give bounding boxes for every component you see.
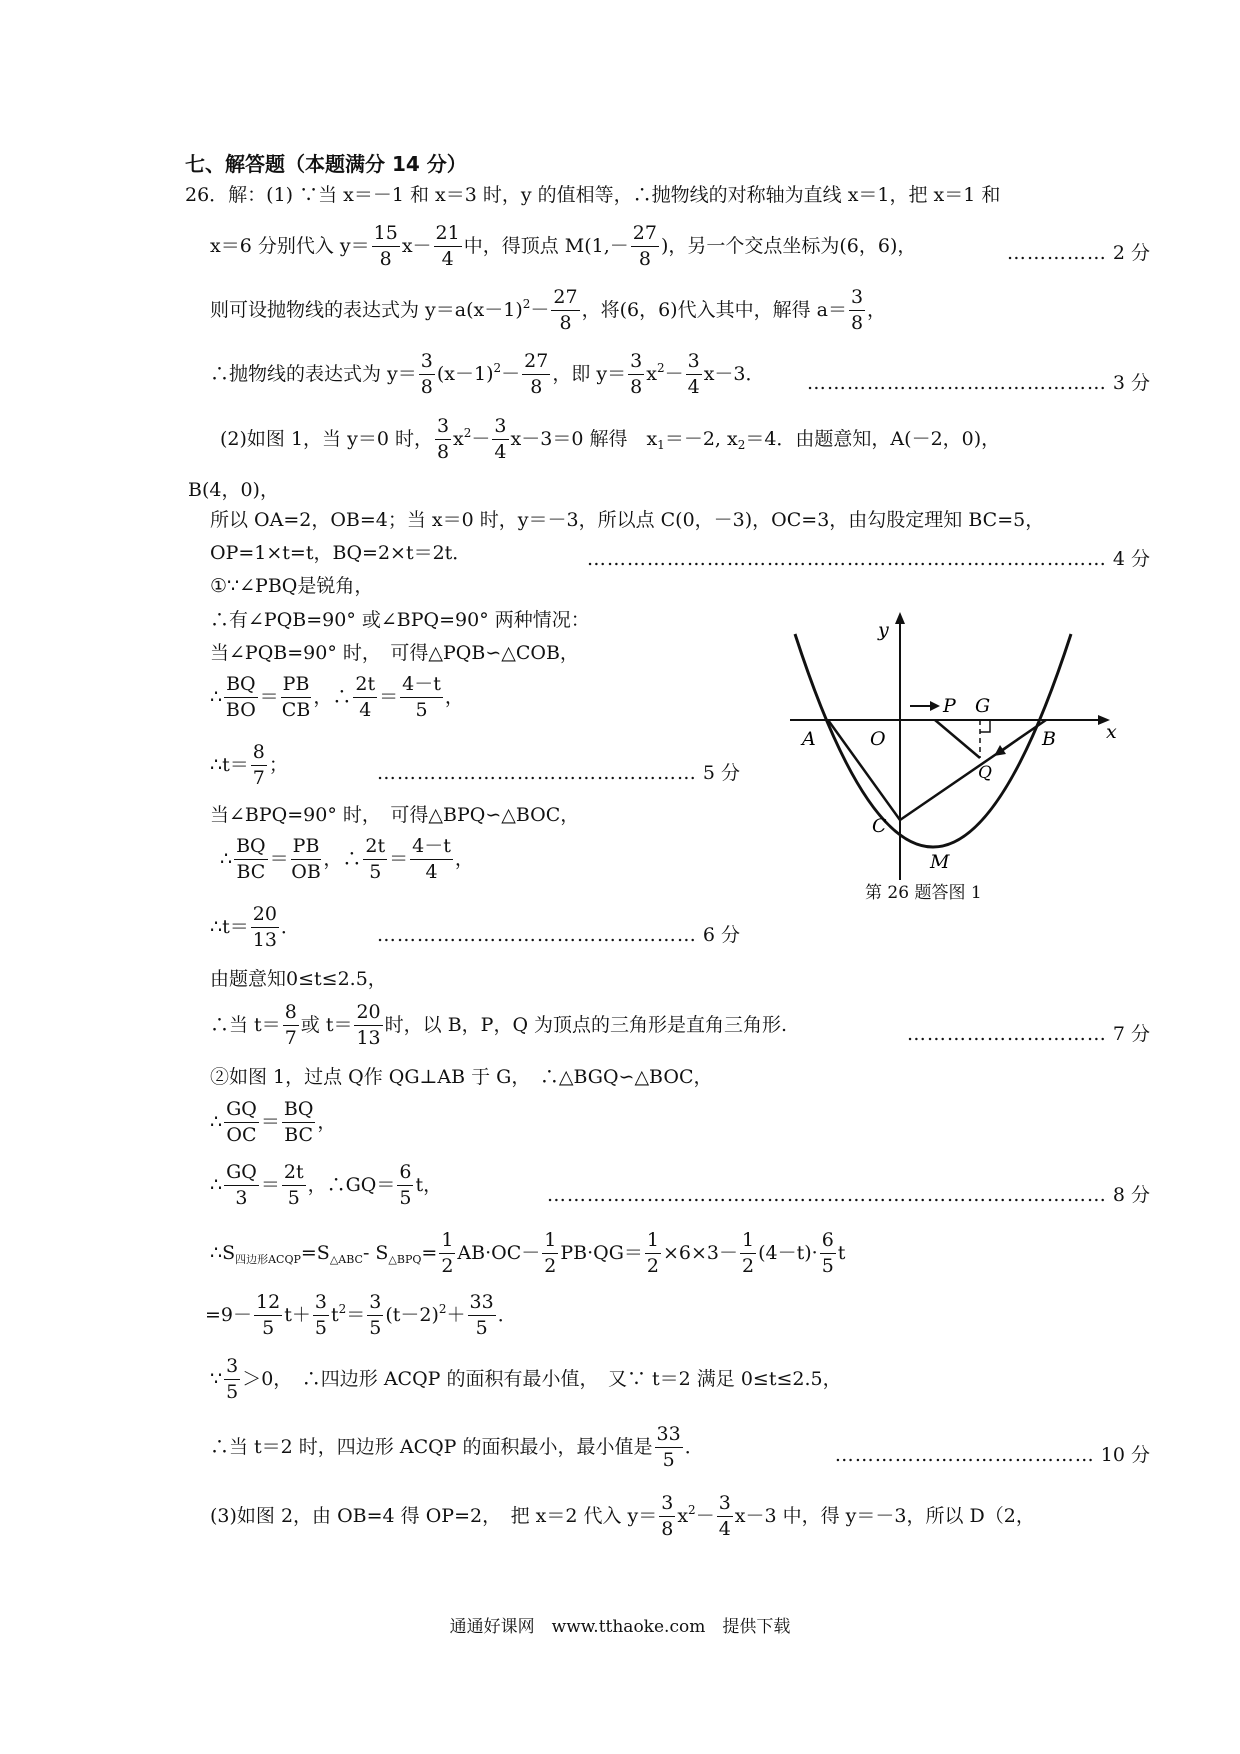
- label-O: O: [870, 728, 886, 750]
- solution-line-18: ∴当 t＝ $\frac{8}{7}$ 或 t＝ $\frac{20}{13}$ 时，以 B，P，Q 为顶点的三角形是直角三角形.: [210, 1001, 788, 1049]
- solution-line-26: (3)如图 2，由 OB=4 得 OP=2， 把 x＝2 代入 y＝ $\frac{3}{8}$ $x^2-$ $\frac{3}{4}$ x－3 中，得 y＝－3，所以 D（2，: [210, 1492, 1035, 1540]
- solution-line-8: OP=1×t=t，BQ=2×t＝2t．: [210, 542, 472, 564]
- label-A: A: [802, 728, 816, 750]
- score-7: ………………………… 7 分: [906, 1023, 1150, 1045]
- score-6: ………………………………………… 6 分: [376, 924, 740, 946]
- label-C: C: [872, 815, 887, 837]
- solution-line-16: ∴t＝ $\frac{20}{13}$ ．: [210, 903, 300, 951]
- solution-line-4: ∴抛物线的表达式为 y＝ $\frac{3}{8}$ $(x-1)^2-$ $\frac{27}{8}$ ，即 y＝ $\frac{3}{8}$ $x^2-$ $\frac{3}{4}$ x－3．: [210, 350, 765, 398]
- score-10: ………………………………… 10 分: [834, 1444, 1150, 1466]
- solution-line-1: 26．解：(1) ∵当 x＝－1 和 x＝3 时，y 的值相等，∴抛物线的对称轴为直线 x＝1，把 x＝1 和: [185, 184, 1001, 206]
- label-y: y: [878, 619, 889, 641]
- solution-line-13: ∴t＝ $\frac{8}{7}$ ；: [210, 741, 288, 789]
- label-Q: Q: [978, 763, 992, 783]
- solution-line-17: 由题意知0≤t≤2.5，: [210, 968, 387, 990]
- solution-line-3: 则可设抛物线的表达式为 $y=a(x-1)^2-$ $\frac{27}{8}$ ，将(6，6)代入其中，解得 a＝ $\frac{3}{8}$ ，: [210, 286, 887, 334]
- label-B: B: [1042, 728, 1056, 750]
- solution-line-19: ②如图 1，过点 Q作 QG⊥AB 于 G， ∴△BGQ∽△BOC，: [210, 1066, 713, 1088]
- score-5: ………………………………………… 5 分: [376, 762, 740, 784]
- segment-AC: [828, 720, 900, 820]
- solution-line-12: ∴ $\frac{BQ}{BO}$ ＝ $\frac{PB}{CB}$ ，∴ $\frac{2t}{4}$ ＝ $\frac{4-t}{5}$ ，: [210, 673, 464, 721]
- solution-line-23: =9－ $\frac{12}{5}$ t＋ $\frac{3}{5}$ $t^2=$ $\frac{3}{5}$ $(t-2)^2+$ $\frac{33}{5}$ ．: [205, 1291, 517, 1339]
- solution-line-5: (2)如图 1，当 y＝0 时， $\frac{3}{8}$ $x^2-$ $\frac{3}{4}$ x－3＝0 解得 $x_1=-2$, $x_2=4$．由题意知，A(－2，0)，: [220, 415, 1001, 463]
- section-title: 七、解答题（本题满分 14 分）: [185, 152, 467, 176]
- right-angle-mark: [980, 720, 990, 732]
- score-2: …………… 2 分: [1006, 242, 1150, 264]
- parabola-figure: [780, 610, 1130, 890]
- solution-line-7: 所以 OA=2，OB=4；当 x＝0 时，y＝－3，所以点 C(0，－3)，OC=3，由勾股定理知 BC=5，: [210, 509, 1045, 531]
- parabola-curve: [795, 634, 1071, 847]
- solution-line-21: ∴ $\frac{GQ}{3}$ ＝ $\frac{2t}{5}$ ，∴GQ＝ $\frac{6}{5}$ t，: [210, 1161, 443, 1209]
- solution-line-15: ∴ $\frac{BQ}{BC}$ ＝ $\frac{PB}{OB}$ ，∴ $\frac{2t}{5}$ ＝ $\frac{4-t}{4}$ ，: [220, 835, 474, 883]
- solution-line-25: ∴当 t＝2 时，四边形 ACQP 的面积最小，最小值是 $\frac{33}{5}$ ．: [210, 1423, 704, 1471]
- label-G: G: [975, 695, 991, 717]
- solution-line-20: ∴ $\frac{GQ}{OC}$ ＝ $\frac{BQ}{BC}$ ，: [210, 1098, 337, 1146]
- fraction: $\frac{21}{4}$: [435, 222, 460, 270]
- solution-line-11: 当∠PQB=90° 时， 可得△PQB∽△COB，: [210, 642, 579, 664]
- solution-line-9: ①∵∠PBQ是锐角，: [210, 575, 374, 597]
- fraction: $\frac{27}{8}$: [632, 222, 657, 270]
- page-footer: 通通好课网 www.tthaoke.com 提供下载: [449, 1617, 791, 1637]
- fraction: $\frac{15}{8}$: [373, 222, 398, 270]
- q-direction-arrow: [1002, 738, 1020, 751]
- score-8: ………………………………………………………………………… 8 分: [546, 1184, 1150, 1206]
- segment-CB: [900, 720, 1046, 820]
- label-P: P: [943, 695, 956, 717]
- solution-line-22: $\therefore S_{四边形ACQP}=S_{\triangle ABC}-$ $S_{\triangle BPQ}=$ $\frac{1}{2}$ AB·OC－ $\frac{1}{2}$ PB·QG＝ $\frac{1}{2}$ ×6×3－ $\frac{1}{2}$ (4－t)· $\frac{6}{5}$ t: [210, 1229, 846, 1277]
- solution-line-10: ∴有∠PQB=90° 或∠BPQ=90° 两种情况：: [210, 609, 590, 631]
- solution-line-2: x＝6 分别代入 y＝ $\frac{15}{8}$ x－ $\frac{21}{4}$ 中，得顶点 M(1,－ $\frac{27}{8}$ )，另一个交点坐标为(6，6)，: [210, 222, 917, 270]
- solution-line-14: 当∠BPQ=90° 时， 可得△BPQ∽△BOC，: [210, 804, 580, 826]
- solution-line-6: B(4，0)，: [188, 479, 279, 501]
- solution-line-24: ∵ $\frac{3}{5}$ ＞0， ∴四边形 ACQP 的面积有最小值， 又∵ t＝2 满足 0≤t≤2.5，: [210, 1355, 842, 1403]
- label-M: M: [930, 851, 950, 873]
- label-x: x: [1106, 721, 1117, 743]
- y-axis-arrow: [895, 612, 905, 624]
- segment-PQ: [935, 720, 980, 758]
- score-4: …………………………………………………………………… 4 分: [586, 548, 1150, 570]
- figure-caption: 第 26 题答图 1: [865, 883, 982, 903]
- score-3: ……………………………………… 3 分: [806, 372, 1150, 394]
